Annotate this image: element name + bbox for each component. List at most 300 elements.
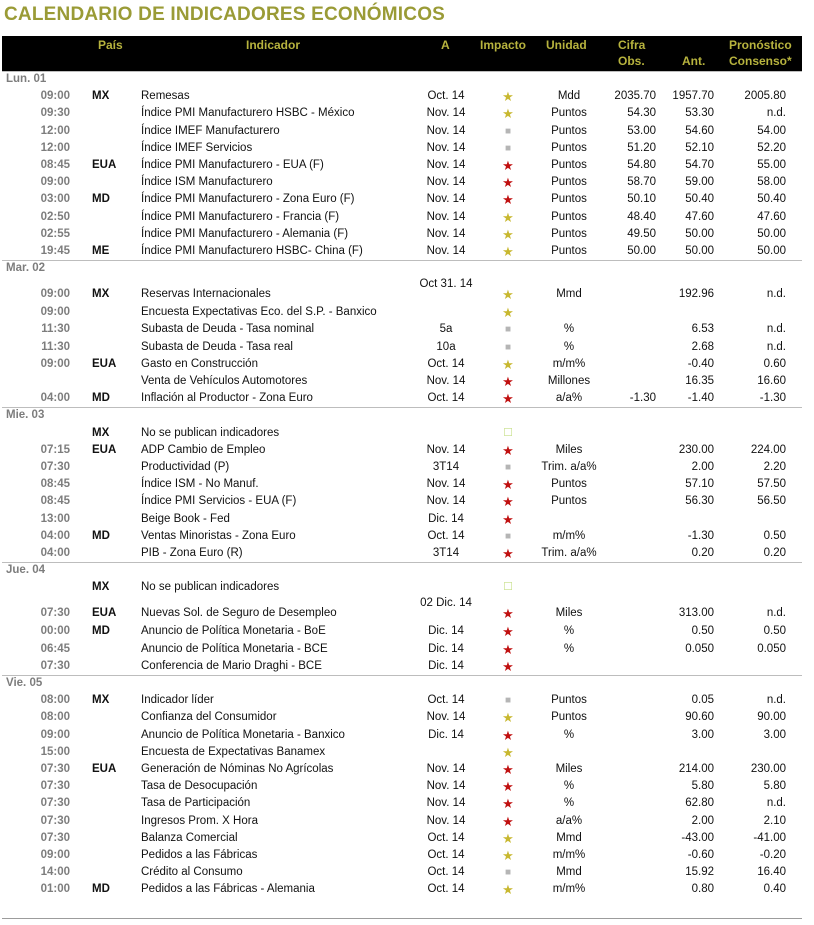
row-time: 09:00 xyxy=(40,176,70,189)
row-consensus: n.d. xyxy=(766,107,786,120)
row-unit: Miles xyxy=(555,443,583,456)
table-row xyxy=(2,709,802,726)
header-obs-2: Obs. xyxy=(618,54,645,68)
row-observed: 53.00 xyxy=(627,124,656,137)
row-period: Nov. 14 xyxy=(426,478,466,491)
header-period: A xyxy=(441,38,450,52)
table-header xyxy=(2,36,802,71)
row-indicator: Anuncio de Política Monetaria - Banxico xyxy=(141,728,345,741)
row-unit: m/m% xyxy=(552,529,586,542)
row-unit: Puntos xyxy=(551,107,587,120)
table-row xyxy=(2,140,802,157)
row-previous: 0.050 xyxy=(685,642,714,655)
row-indicator: Tasa de Participación xyxy=(141,797,251,810)
row-previous: 15.92 xyxy=(685,866,714,879)
header-forecast-1: Pronóstico xyxy=(729,38,792,52)
red-star-icon: ★ xyxy=(502,813,514,829)
table-row xyxy=(2,373,802,390)
row-unit: % xyxy=(563,728,575,741)
row-indicator: Índice ISM Manufacturero xyxy=(141,176,273,189)
row-period: Nov. 14 xyxy=(426,762,466,775)
row-indicator: No se publican indicadores xyxy=(141,581,280,594)
table-row xyxy=(2,226,802,243)
row-time: 04:00 xyxy=(40,546,70,559)
table-row xyxy=(2,191,802,208)
row-consensus: 2.10 xyxy=(763,814,786,827)
row-consensus: 230.00 xyxy=(750,762,786,775)
row-indicator: Ingresos Prom. X Hora xyxy=(141,814,258,827)
gold-star-icon: ★ xyxy=(502,356,514,372)
row-indicator: Ventas Minoristas - Zona Euro xyxy=(141,529,296,542)
table-row xyxy=(2,658,802,675)
table-row xyxy=(2,813,802,830)
row-period: Nov. 14 xyxy=(426,158,466,171)
row-time: 19:45 xyxy=(40,244,70,257)
table-row xyxy=(2,761,802,778)
row-period: Nov. 14 xyxy=(426,210,466,223)
row-period: Nov. 14 xyxy=(426,176,466,189)
row-period: Nov. 14 xyxy=(426,711,466,724)
row-previous: 59.00 xyxy=(685,176,714,189)
row-time: 12:00 xyxy=(40,124,70,137)
red-star-icon: ★ xyxy=(502,779,514,795)
row-previous: 62.80 xyxy=(685,797,714,810)
table-row xyxy=(2,88,802,105)
row-period: Nov. 14 xyxy=(426,375,466,387)
row-consensus: 0.50 xyxy=(763,625,786,638)
gold-star-icon: ★ xyxy=(502,89,514,105)
row-country: MX xyxy=(92,426,110,439)
table-row xyxy=(2,243,802,260)
row-previous: -1.30 xyxy=(687,529,714,542)
row-previous: 50.40 xyxy=(685,193,714,206)
row-period: Nov. 14 xyxy=(426,495,466,508)
day-header xyxy=(2,675,802,692)
row-consensus: 56.50 xyxy=(757,495,786,508)
header-country: País xyxy=(98,38,123,52)
row-observed: 49.50 xyxy=(627,227,656,240)
row-indicator: Tasa de Desocupación xyxy=(141,780,258,793)
row-consensus: 0.40 xyxy=(763,883,786,896)
row-indicator: Índice ISM - No Manuf. xyxy=(141,478,259,491)
table-row xyxy=(2,459,802,476)
header-ant: Ant. xyxy=(682,54,706,68)
table-row xyxy=(2,881,802,898)
row-previous: -0.60 xyxy=(687,848,714,861)
gray-square-icon: ■ xyxy=(504,125,512,137)
gold-star-icon: ★ xyxy=(502,744,514,760)
row-time: 02:50 xyxy=(40,210,70,223)
row-consensus: n.d. xyxy=(766,340,786,353)
row-unit: Millones xyxy=(547,375,591,387)
row-period: Nov. 14 xyxy=(426,443,466,456)
row-indicator: Nuevas Sol. de Seguro de Desempleo xyxy=(141,607,337,620)
day-label: Mar. 02 xyxy=(6,262,45,275)
row-indicator: Anuncio de Política Monetaria - BCE xyxy=(141,642,328,655)
row-unit: Puntos xyxy=(551,694,587,707)
row-unit: Mmd xyxy=(556,831,582,844)
row-previous: 52.10 xyxy=(685,141,714,154)
day-label: Jue. 04 xyxy=(6,564,45,577)
row-time: 08:00 xyxy=(40,711,70,724)
header-forecast-2: Consenso* xyxy=(729,54,792,68)
row-period: Nov. 14 xyxy=(426,244,466,257)
gray-square-icon: ■ xyxy=(504,530,512,542)
row-unit: m/m% xyxy=(552,357,586,370)
table-row xyxy=(2,476,802,493)
row-time: 06:45 xyxy=(40,642,70,655)
day-divider xyxy=(2,675,802,676)
empty-box-icon: ☐ xyxy=(503,581,513,594)
table-row xyxy=(2,105,802,122)
gray-square-icon: ■ xyxy=(504,341,512,353)
row-unit: Puntos xyxy=(551,227,587,240)
row-unit: Puntos xyxy=(551,141,587,154)
row-time: 08:00 xyxy=(40,694,70,707)
table-row xyxy=(2,304,802,321)
row-time: 09:00 xyxy=(40,848,70,861)
row-previous: 54.60 xyxy=(685,124,714,137)
row-unit: Puntos xyxy=(551,495,587,508)
table-row xyxy=(2,157,802,174)
day-header xyxy=(2,71,802,88)
row-indicator: Productividad (P) xyxy=(141,460,230,473)
row-indicator: Encuesta Expectativas Eco. del S.P. - Banxico xyxy=(141,306,377,319)
row-period: Oct 31. 14 xyxy=(419,278,473,291)
row-time: 13:00 xyxy=(40,512,70,525)
row-observed: 51.20 xyxy=(627,141,656,154)
row-country: EUA xyxy=(92,158,117,171)
row-period: Dic. 14 xyxy=(428,625,464,638)
calendar-table xyxy=(2,71,802,898)
gold-star-icon: ★ xyxy=(502,226,514,242)
row-previous: 0.50 xyxy=(691,625,714,638)
row-consensus: n.d. xyxy=(766,323,786,336)
row-indicator: Gasto en Construcción xyxy=(141,357,258,370)
row-unit: a/a% xyxy=(555,392,583,405)
row-period: Nov. 14 xyxy=(426,797,466,810)
row-period: Dic. 14 xyxy=(428,642,464,655)
row-previous: -43.00 xyxy=(681,831,714,844)
row-unit: % xyxy=(563,642,575,655)
row-time: 04:00 xyxy=(40,529,70,542)
row-consensus: 0.50 xyxy=(763,529,786,542)
row-consensus: 90.00 xyxy=(757,711,786,724)
row-indicator: Índice PMI Manufacturero - EUA (F) xyxy=(141,158,324,171)
row-consensus: 55.00 xyxy=(757,158,786,171)
row-unit: Puntos xyxy=(551,210,587,223)
row-previous: 56.30 xyxy=(685,495,714,508)
row-time: 09:00 xyxy=(40,90,70,103)
row-indicator: No se publican indicadores xyxy=(141,426,280,439)
table-row xyxy=(2,692,802,709)
day-header xyxy=(2,407,802,424)
row-indicator: Índice PMI Manufacturero - Francia (F) xyxy=(141,210,340,223)
red-star-icon: ★ xyxy=(502,157,514,173)
red-star-icon: ★ xyxy=(502,477,514,493)
row-consensus: 50.40 xyxy=(757,193,786,206)
day-divider xyxy=(2,562,802,563)
row-period: Nov. 14 xyxy=(426,814,466,827)
row-consensus: -0.20 xyxy=(759,848,786,861)
gold-star-icon: ★ xyxy=(502,287,514,303)
row-indicator: Subasta de Deuda - Tasa real xyxy=(141,340,293,353)
gray-square-icon: ■ xyxy=(504,695,512,707)
red-star-icon: ★ xyxy=(502,494,514,510)
row-time: 12:00 xyxy=(40,141,70,154)
row-time: 07:30 xyxy=(40,659,70,672)
row-indicator: Reservas Internacionales xyxy=(141,288,271,301)
gold-star-icon: ★ xyxy=(502,830,514,846)
table-row xyxy=(2,545,802,562)
table-row xyxy=(2,641,802,658)
row-unit: Puntos xyxy=(551,158,587,171)
row-previous: 54.70 xyxy=(685,158,714,171)
row-time: 09:00 xyxy=(40,357,70,370)
row-country: EUA xyxy=(92,443,117,456)
table-row xyxy=(2,623,802,640)
row-unit: m/m% xyxy=(552,883,586,896)
row-previous: 57.10 xyxy=(685,478,714,491)
day-divider xyxy=(2,71,802,72)
red-star-icon: ★ xyxy=(502,374,514,389)
row-country: MD xyxy=(92,625,110,638)
row-indicator: Pedidos a las Fábricas - Alemania xyxy=(141,883,315,896)
gray-square-icon: ■ xyxy=(504,142,512,154)
red-star-icon: ★ xyxy=(502,442,514,458)
row-indicator: Balanza Comercial xyxy=(141,831,238,844)
row-previous: 313.00 xyxy=(678,607,714,620)
row-previous: 5.80 xyxy=(691,780,714,793)
row-time: 07:30 xyxy=(40,460,70,473)
row-time: 07:30 xyxy=(40,762,70,775)
row-consensus: 50.00 xyxy=(757,244,786,257)
row-time: 01:00 xyxy=(40,883,70,896)
row-consensus: 54.00 xyxy=(757,124,786,137)
table-row xyxy=(2,277,802,304)
red-star-icon: ★ xyxy=(502,796,514,812)
row-previous: 0.20 xyxy=(691,546,714,559)
row-previous: 2.00 xyxy=(691,460,714,473)
row-unit: Trim. a/a% xyxy=(541,460,597,473)
red-star-icon: ★ xyxy=(502,624,514,640)
row-consensus: -1.30 xyxy=(759,392,786,405)
table-row xyxy=(2,596,802,623)
row-consensus: 2005.80 xyxy=(744,90,786,103)
table-row xyxy=(2,425,802,442)
row-consensus: n.d. xyxy=(766,694,786,707)
row-period: 10a xyxy=(436,340,456,353)
row-observed: 50.10 xyxy=(627,193,656,206)
row-unit: Miles xyxy=(555,762,583,775)
row-time: 09:30 xyxy=(40,107,70,120)
red-star-icon: ★ xyxy=(502,175,514,191)
red-star-icon: ★ xyxy=(502,658,514,674)
row-indicator: Subasta de Deuda - Tasa nominal xyxy=(141,323,315,336)
row-previous: 6.53 xyxy=(691,323,714,336)
row-unit: Puntos xyxy=(551,244,587,257)
table-row xyxy=(2,174,802,191)
gold-star-icon: ★ xyxy=(502,882,514,898)
row-period: Oct. 14 xyxy=(427,831,465,844)
row-time: 07:30 xyxy=(40,831,70,844)
gold-star-icon: ★ xyxy=(502,243,514,259)
row-period: Oct. 14 xyxy=(427,357,465,370)
red-star-icon: ★ xyxy=(502,641,514,657)
row-unit: % xyxy=(563,780,575,793)
row-period: Oct. 14 xyxy=(427,90,465,103)
row-unit: % xyxy=(563,797,575,810)
header-indicator: Indicador xyxy=(246,38,301,52)
row-time: 07:30 xyxy=(40,780,70,793)
row-unit: Puntos xyxy=(551,124,587,137)
row-previous: 53.30 xyxy=(685,107,714,120)
row-indicator: Índice IMEF Servicios xyxy=(141,141,253,154)
row-indicator: Índice PMI Manufacturero - Alemania (F) xyxy=(141,227,349,240)
row-consensus: 16.40 xyxy=(757,866,786,879)
row-period: 5a xyxy=(439,323,453,336)
row-country: MD xyxy=(92,392,110,405)
red-star-icon: ★ xyxy=(502,727,514,743)
row-previous: 2.68 xyxy=(691,340,714,353)
row-time: 08:45 xyxy=(40,158,70,171)
row-consensus: n.d. xyxy=(766,288,786,301)
table-row xyxy=(2,356,802,373)
day-label: Mie. 03 xyxy=(6,409,45,422)
row-consensus: 58.00 xyxy=(757,176,786,189)
row-previous: 90.60 xyxy=(685,711,714,724)
row-indicator: Índice IMEF Manufacturero xyxy=(141,124,280,137)
row-consensus: 47.60 xyxy=(757,210,786,223)
row-consensus: 57.50 xyxy=(757,478,786,491)
row-period: Oct. 14 xyxy=(427,848,465,861)
row-country: EUA xyxy=(92,607,117,620)
row-indicator: Anuncio de Política Monetaria - BoE xyxy=(141,625,326,638)
row-time: 09:00 xyxy=(40,306,70,319)
day-divider xyxy=(2,260,802,261)
table-row xyxy=(2,847,802,864)
table-row xyxy=(2,864,802,881)
table-row xyxy=(2,778,802,795)
row-indicator: Remesas xyxy=(141,90,190,103)
row-period: Nov. 14 xyxy=(426,141,466,154)
gold-star-icon: ★ xyxy=(502,710,514,726)
row-unit: a/a% xyxy=(555,814,583,827)
table-row xyxy=(2,321,802,338)
row-unit: % xyxy=(563,323,575,336)
row-unit: Mmd xyxy=(556,288,582,301)
gold-star-icon: ★ xyxy=(502,209,514,225)
row-indicator: ADP Cambio de Empleo xyxy=(141,443,266,456)
table-row xyxy=(2,795,802,812)
row-previous: 50.00 xyxy=(685,227,714,240)
row-consensus: 0.20 xyxy=(763,546,786,559)
row-consensus: n.d. xyxy=(766,797,786,810)
red-star-icon: ★ xyxy=(502,511,514,527)
row-period: Dic. 14 xyxy=(428,659,464,672)
header-unit: Unidad xyxy=(546,38,587,52)
row-previous: 1957.70 xyxy=(672,90,714,103)
row-indicator: Indicador líder xyxy=(141,694,214,707)
row-observed: -1.30 xyxy=(629,392,656,405)
row-observed: 58.70 xyxy=(627,176,656,189)
row-country: EUA xyxy=(92,762,117,775)
row-period: Nov. 14 xyxy=(426,780,466,793)
row-period: 3T14 xyxy=(432,546,460,559)
page-title: CALENDARIO DE INDICADORES ECONÓMICOS xyxy=(4,4,446,25)
row-indicator: Crédito al Consumo xyxy=(141,866,243,879)
row-country: MX xyxy=(92,90,110,103)
row-previous: 3.00 xyxy=(691,728,714,741)
table-row xyxy=(2,339,802,356)
row-country: MX xyxy=(92,581,110,594)
red-star-icon: ★ xyxy=(502,606,514,622)
table-row xyxy=(2,493,802,510)
table-row xyxy=(2,209,802,226)
row-previous: 0.80 xyxy=(691,883,714,896)
table-row xyxy=(2,727,802,744)
row-previous: 50.00 xyxy=(685,244,714,257)
gray-square-icon: ■ xyxy=(504,324,512,336)
row-observed: 2035.70 xyxy=(614,90,656,103)
row-period: 3T14 xyxy=(432,460,460,473)
day-divider xyxy=(2,407,802,408)
row-unit: % xyxy=(563,340,575,353)
row-unit: Puntos xyxy=(551,711,587,724)
row-consensus: n.d. xyxy=(766,607,786,620)
row-consensus: 0.050 xyxy=(757,642,786,655)
row-unit: m/m% xyxy=(552,848,586,861)
row-unit: Puntos xyxy=(551,478,587,491)
row-period: Dic. 14 xyxy=(428,512,464,525)
row-observed: 54.80 xyxy=(627,158,656,171)
row-time: 02:55 xyxy=(40,227,70,240)
row-country: MD xyxy=(92,193,110,206)
table-row xyxy=(2,511,802,528)
row-consensus: 52.20 xyxy=(757,141,786,154)
row-indicator: Inflación al Productor - Zona Euro xyxy=(141,392,313,405)
row-previous: 214.00 xyxy=(678,762,714,775)
gray-square-icon: ■ xyxy=(504,867,512,879)
table-row xyxy=(2,123,802,140)
row-observed: 48.40 xyxy=(627,210,656,223)
row-country: EUA xyxy=(92,357,117,370)
row-consensus: 16.60 xyxy=(757,375,786,387)
row-indicator: Índice PMI Manufacturero - Zona Euro (F) xyxy=(141,193,355,206)
row-unit: % xyxy=(563,625,575,638)
row-time: 07:30 xyxy=(40,797,70,810)
red-star-icon: ★ xyxy=(502,761,514,777)
row-time: 07:15 xyxy=(40,443,70,456)
row-consensus: 0.60 xyxy=(763,357,786,370)
row-indicator: Conferencia de Mario Draghi - BCE xyxy=(141,659,322,672)
row-indicator: Índice PMI Manufacturero HSBC- China (F) xyxy=(141,244,363,257)
row-consensus: 50.00 xyxy=(757,227,786,240)
header-impact: Impacto xyxy=(480,38,527,52)
row-observed: 54.30 xyxy=(627,107,656,120)
row-previous: 16.35 xyxy=(685,375,714,387)
row-time: 07:30 xyxy=(40,607,70,620)
row-indicator: Venta de Vehículos Automotores xyxy=(141,375,308,387)
header-obs-1: Cifra xyxy=(618,38,646,52)
day-label: Vie. 05 xyxy=(6,677,43,689)
table-row xyxy=(2,390,802,407)
gold-star-icon: ★ xyxy=(502,305,514,321)
row-previous: 192.96 xyxy=(678,288,714,301)
table-row xyxy=(2,579,802,596)
row-country: ME xyxy=(92,244,110,257)
day-header xyxy=(2,260,802,277)
